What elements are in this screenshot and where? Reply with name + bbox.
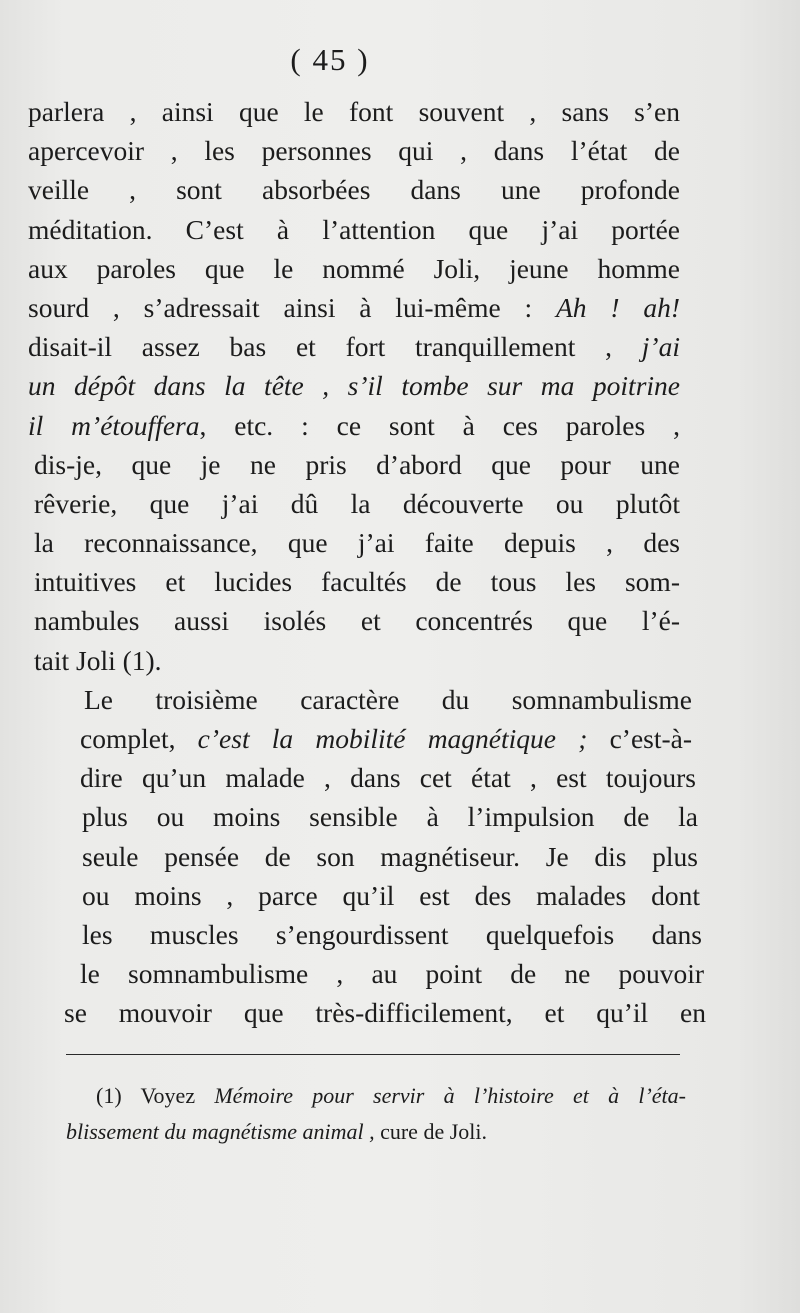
- text-line: apercevoir , les personnes qui , dans l’état de: [28, 135, 680, 167]
- footnote-marker: (1) Voyez: [96, 1083, 196, 1108]
- line-text: c’est-à-: [609, 723, 693, 754]
- line-text: , etc. : ce sont à ces paroles ,: [199, 409, 680, 441]
- text-line: les muscles s’engourdissent quelquefois dans: [82, 918, 702, 950]
- italic-text: j’ai: [641, 331, 680, 363]
- text-line: parlera , ainsi que le font souvent , sans s’en: [28, 96, 680, 127]
- text-line: Le troisième caractère du somnambulisme: [84, 683, 692, 715]
- line-text: sourd , s’adressait ainsi à lui-même :: [28, 291, 533, 323]
- text-line: [28, 288, 680, 327]
- italic-text: blissement du magnétisme animal ,: [66, 1119, 375, 1144]
- text-line: rêverie, que j’ai dû la découverte ou plutôt: [34, 487, 680, 519]
- body-text: [28, 92, 706, 1033]
- page-number: ( 45 ): [290, 42, 370, 77]
- text-line: aux paroles que le nommé Joli, jeune homme: [28, 252, 680, 284]
- text-line: tait Joli (1).: [34, 644, 162, 676]
- line-text: complet,: [80, 723, 176, 754]
- italic-text: c’est la mobilité magnétique ;: [197, 723, 588, 754]
- italic-text: un dépôt dans la tête , s’il tombe sur ma poitrine: [28, 370, 680, 402]
- text-line: seule pensée de son magnétiseur. Je dis plus: [82, 840, 698, 872]
- text-line: nambules aussi isolés et concentrés que l’é-: [34, 605, 680, 637]
- text-line: intuitives et lucides facultés de tous les som-: [34, 566, 680, 598]
- text-line: [28, 327, 680, 366]
- line-text: cure de Joli.: [380, 1119, 487, 1144]
- text-line: plus ou moins sensible à l’impulsion de la: [82, 801, 698, 833]
- text-line: dis-je, que je ne pris d’abord que pour une: [34, 448, 680, 480]
- footnote-line: [66, 1114, 686, 1150]
- italic-text: il m’étouffera: [28, 409, 200, 441]
- italic-text: Ah ! ah!: [555, 291, 680, 323]
- text-line: ou moins , parce qu’il est des malades dont: [82, 879, 700, 911]
- footnote-line: [96, 1078, 686, 1114]
- footnote-divider: [66, 1054, 680, 1055]
- text-line: le somnambulisme , au point de ne pouvoir: [80, 958, 704, 990]
- text-line: veille , sont absorbées dans une profonde: [28, 174, 680, 206]
- text-line: méditation. C’est à l’attention que j’ai portée: [28, 213, 680, 245]
- text-line: [28, 406, 680, 445]
- text-line: [80, 719, 692, 758]
- text-line: [28, 366, 680, 405]
- line-text: disait-il assez bas et fort tranquillement ,: [28, 331, 613, 363]
- text-line: la reconnaissance, que j’ai faite depuis , des: [34, 527, 680, 559]
- footnote: [66, 1078, 686, 1150]
- text-line: dire qu’un malade , dans cet état , est toujours: [80, 762, 696, 794]
- italic-text: Mémoire pour servir à l’histoire et à l’éta-: [214, 1083, 686, 1108]
- text-line: se mouvoir que très-difficilement, et qu’il en: [64, 997, 706, 1029]
